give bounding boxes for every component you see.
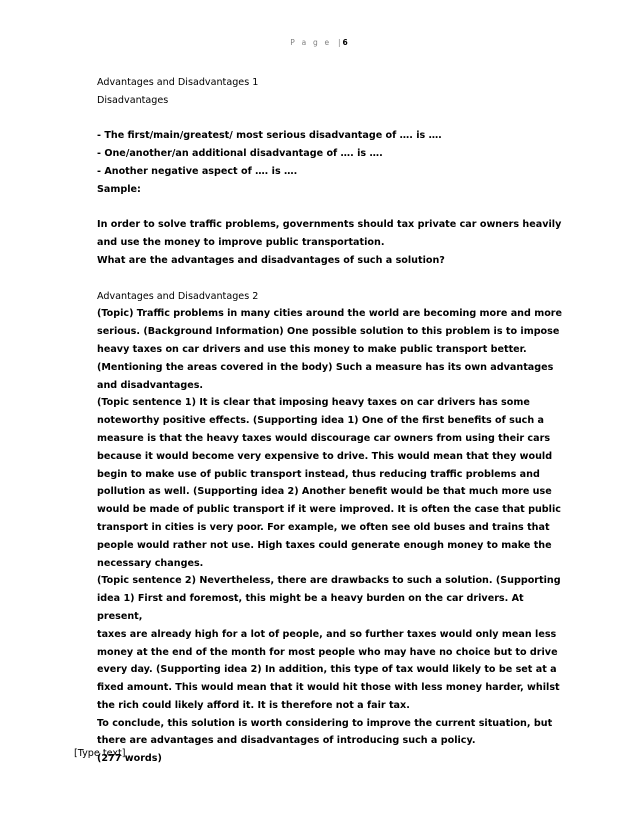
page-header — [0, 38, 638, 47]
essay-line: (Mentioning the areas covered in the body) Such a measure has its own advantages — [97, 361, 554, 373]
document-body — [97, 74, 567, 768]
page-label: P a g e — [290, 38, 332, 47]
prompt-line: and use the money to improve public transportation. — [97, 237, 385, 249]
prompt-line: In order to solve traffic problems, governments should tax private car owners heavily — [97, 219, 562, 231]
phrase-line: - The first/main/greatest/ most serious disadvantage of …. is …. — [97, 130, 442, 142]
essay-line: fixed amount. This would mean that it would hit those with less money harder, whilst — [97, 682, 560, 694]
essay-line: idea 1) First and foremost, this might be a heavy burden on the car drivers. At present, — [97, 593, 524, 622]
phrase-line: - One/another/an additional disadvantage of …. is …. — [97, 148, 383, 160]
essay-line: because it would become very expensive to drive. This would mean that they would — [97, 450, 553, 462]
essay-line: pollution as well. (Supporting idea 2) Another benefit would be that much more use — [97, 486, 552, 498]
essay-line: serious. (Background Information) One possible solution to this problem is to impose — [97, 326, 560, 338]
essay-line: taxes are already high for a lot of people, and so further taxes would only mean less — [97, 628, 557, 640]
section-subtitle: Disadvantages — [97, 94, 169, 106]
spacer — [97, 199, 567, 217]
essay-line: (Topic sentence 1) It is clear that imposing heavy taxes on car drivers has some — [97, 397, 530, 409]
essay-line: every day. (Supporting idea 2) In addition, this type of tax would likely to be set at a — [97, 664, 557, 676]
page-separator: | — [337, 38, 341, 47]
essay-line: money at the end of the month for most people who may have no choice but to drive — [97, 646, 558, 658]
page-footer: [Type text] — [74, 748, 126, 759]
spacer — [97, 270, 567, 288]
section-title-2: Advantages and Disadvantages 2 — [97, 290, 259, 302]
sample-label: Sample: — [97, 183, 141, 195]
page-number: 6 — [342, 38, 348, 47]
word-count: (277 words) — [97, 753, 162, 765]
essay-line: To conclude, this solution is worth considering to improve the current situation, but — [97, 717, 553, 729]
essay-line: heavy taxes on car drivers and use this money to make public transport better. — [97, 343, 527, 355]
essay-line: the rich could likely afford it. It is therefore not a fair tax. — [97, 699, 410, 711]
spacer — [97, 110, 567, 128]
essay-line: would be made of public transport if it were improved. It is often the case that public — [97, 504, 561, 516]
essay-line: necessary changes. — [97, 557, 204, 569]
essay-line: (Topic) Traffic problems in many cities around the world are becoming more and more — [97, 308, 563, 320]
phrase-line: - Another negative aspect of …. is …. — [97, 165, 298, 177]
section-title-1: Advantages and Disadvantages 1 — [97, 77, 259, 88]
essay-line: people would rather not use. High taxes could generate enough money to make the — [97, 539, 552, 551]
essay-line: there are advantages and disadvantages of introducing such a policy. — [97, 735, 476, 747]
essay-line: begin to make use of public transport instead, thus reducing traffic problems and — [97, 468, 540, 480]
essay-line: noteworthy positive effects. (Supporting idea 1) One of the first benefits of such a — [97, 415, 544, 427]
essay-line: and disadvantages. — [97, 379, 204, 391]
prompt-line: What are the advantages and disadvantages of such a solution? — [97, 254, 445, 266]
essay-line: transport in cities is very poor. For example, we often see old buses and trains that — [97, 521, 550, 533]
essay-line: (Topic sentence 2) Nevertheless, there are drawbacks to such a solution. (Supporting — [97, 575, 561, 587]
essay-line: measure is that the heavy taxes would discourage car owners from using their cars — [97, 432, 551, 444]
